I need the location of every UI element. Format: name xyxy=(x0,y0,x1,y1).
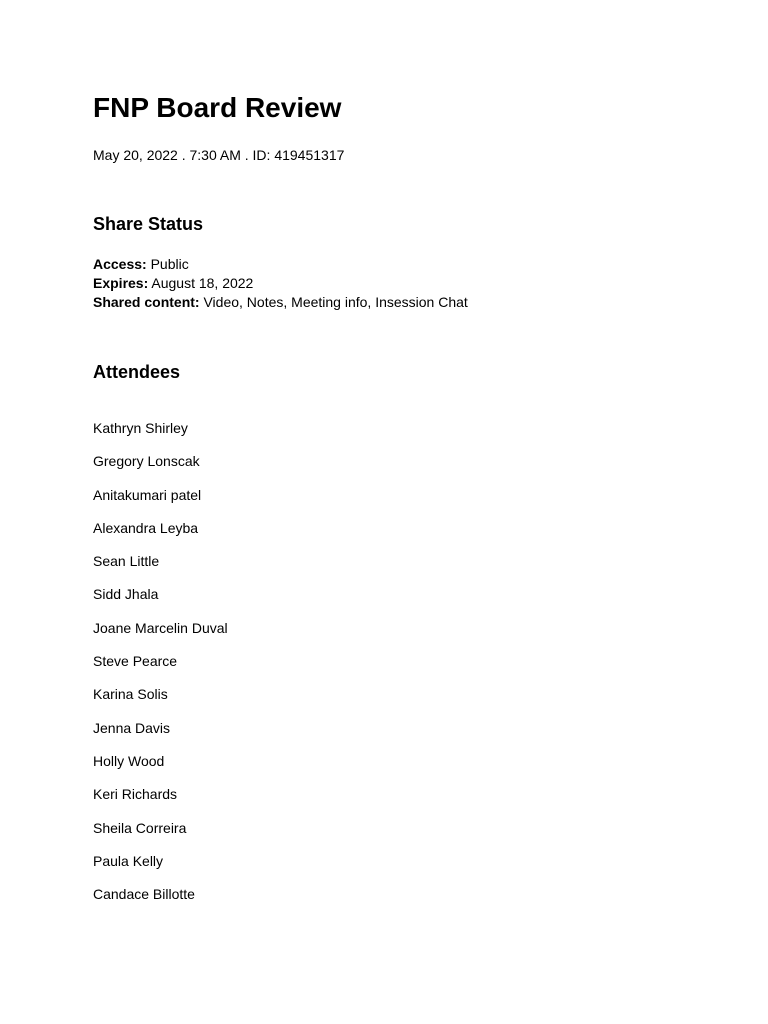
attendee-name: Keri Richards xyxy=(93,786,178,803)
shared-content-row xyxy=(93,293,468,312)
attendee-name: Anitakumari patel xyxy=(93,486,202,503)
share-status-heading: Share Status xyxy=(93,214,204,234)
attendee-name: Holly Wood xyxy=(93,752,165,769)
attendee-name: Karina Solis xyxy=(93,686,168,703)
attendee-name: Candace Billotte xyxy=(93,886,195,903)
access-row xyxy=(93,255,468,274)
attendee-name: Sean Little xyxy=(93,553,160,570)
expires-value: August 18, 2022 xyxy=(151,275,254,291)
attendee-list xyxy=(93,418,228,917)
share-status-details xyxy=(93,255,468,312)
attendees-heading: Attendees xyxy=(93,362,181,382)
meeting-meta: May 20, 2022 . 7:30 AM . ID: 419451317 xyxy=(93,147,345,163)
attendee-name: Sheila Correira xyxy=(93,819,187,836)
attendee-name: Joane Marcelin Duval xyxy=(93,619,228,636)
shared-content-value: Video, Notes, Meeting info, Insession Chat xyxy=(203,294,468,310)
access-value: Public xyxy=(150,256,189,272)
access-label: Access: xyxy=(93,256,147,272)
attendee-name: Jenna Davis xyxy=(93,719,171,736)
shared-content-label: Shared content: xyxy=(93,294,200,310)
attendee-name: Steve Pearce xyxy=(93,653,178,670)
attendee-name: Paula Kelly xyxy=(93,852,164,869)
document-title: FNP Board Review xyxy=(93,92,342,123)
attendee-name: Alexandra Leyba xyxy=(93,519,199,536)
expires-label: Expires: xyxy=(93,275,149,291)
attendee-name: Kathryn Shirley xyxy=(93,420,188,436)
attendee-name: Gregory Lonscak xyxy=(93,453,200,470)
attendee-name: Sidd Jhala xyxy=(93,586,159,603)
expires-row xyxy=(93,274,468,293)
